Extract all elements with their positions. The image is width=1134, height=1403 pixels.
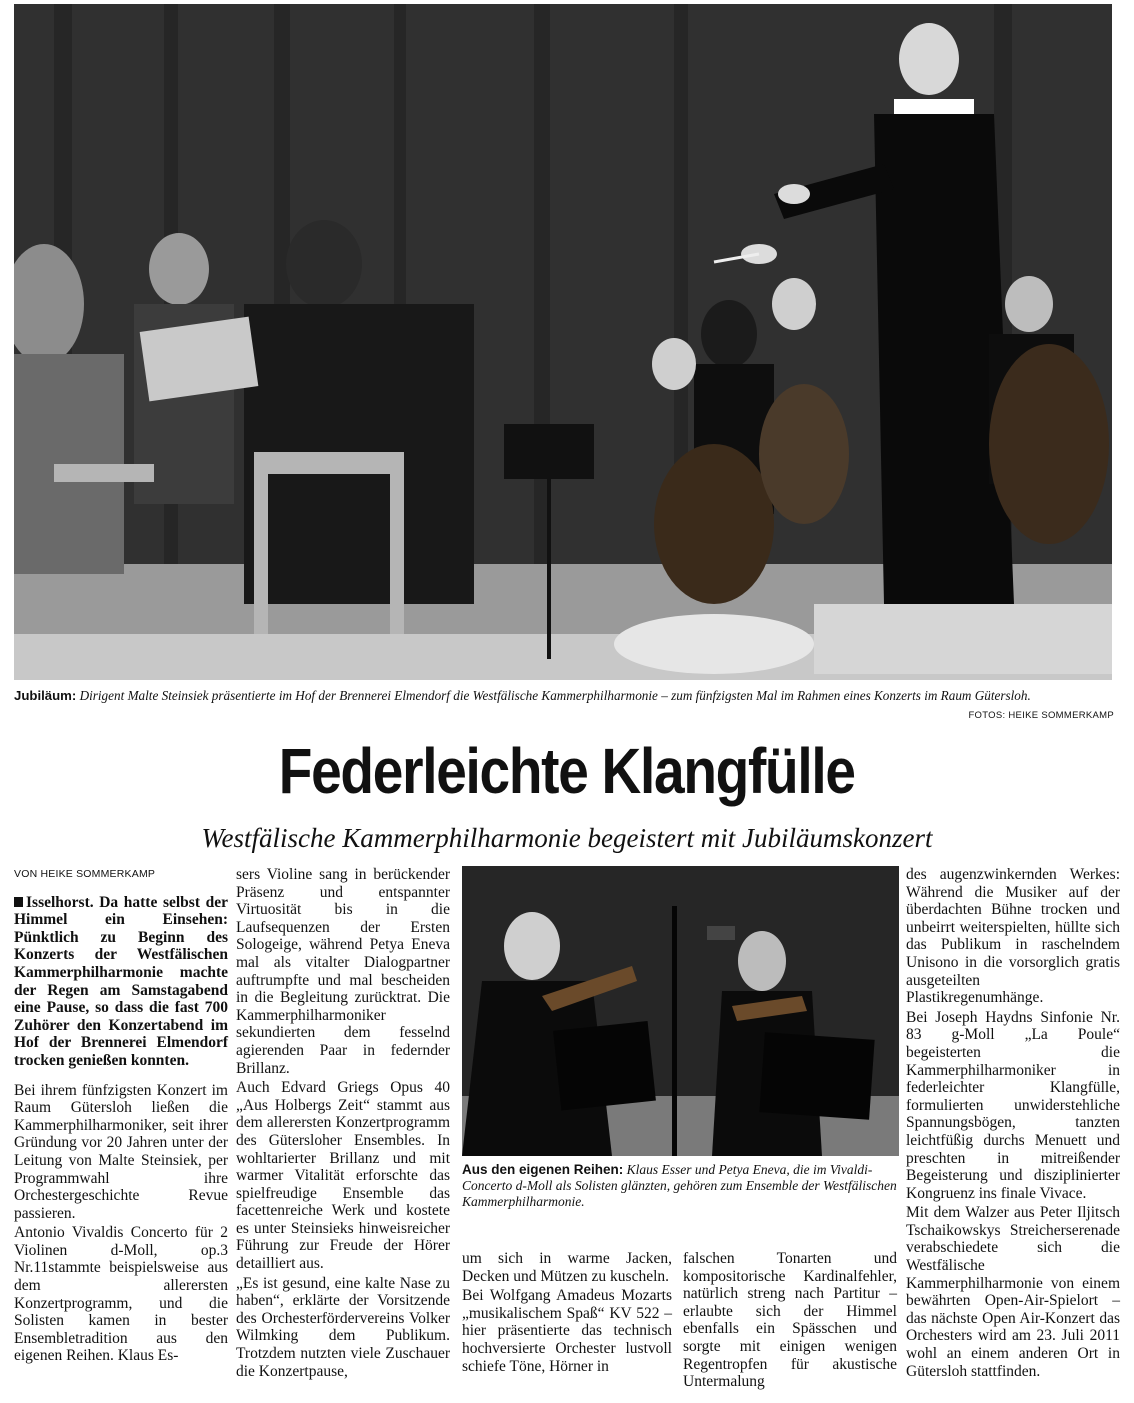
orchestra-photo-illustration <box>14 4 1112 680</box>
paragraph-marker-icon <box>14 897 23 907</box>
lead-paragraph <box>14 894 228 1070</box>
paragraph: Bei Joseph Haydns Sinfonie Nr. 83 g-Moll „La Poule“ begeisterten die Kammerphilharmoniker in federleichter Klangfülle, formulierten unwiderstehliche Spannungsbögen, tanzten leichtfüßig durchs Menuett und preschten in mitreißender Begeisterung und disziplinierter Kongruenz ins finale Vivace. <box>906 1008 1120 1202</box>
paragraph: falschen Tonarten und kompositorische Kardinalfehler, natürlich streng nach Partitur – erlaubte sich der Himmel ebenfalls ein Spässchen und sorgte mit einigen wenigen Regentropfen für akustische Untermalung <box>683 1250 897 1391</box>
main-photo <box>14 4 1112 680</box>
paragraph: „Es ist gesund, eine kalte Nase zu haben“, erklärte der Vorsitzende des Orchesterfördervereins Volker Wilmking dem Publikum. Trotzdem nutzten viele Zuschauer die Konzertpause, <box>236 1274 450 1380</box>
byline: VON HEIKE SOMMERKAMP <box>14 868 156 880</box>
headline: Federleichte Klangfülle <box>278 735 855 807</box>
subheadline: Westfälische Kammerphilharmonie begeistert mit Jubiläumskonzert <box>201 823 933 853</box>
article-column-2 <box>236 866 450 1392</box>
article-column-3 <box>462 1250 672 1387</box>
inset-caption-text: Klaus Esser und Petya Eneva, die im Vivaldi-Concerto d-Moll als Solisten glänzten, gehören zum Ensemble der Westfälischen Kammerphilharmonie. <box>462 1162 897 1209</box>
paragraph: Bei Wolfgang Amadeus Mozarts „musikalischem Spaß“ KV 522 – hier präsentierte das technisch hochversierte Orchester lustvoll schiefe Töne, Hörner in <box>462 1287 672 1375</box>
lead-text: Isselhorst. Da hatte selbst der Himmel ein Einsehen: Pünktlich zu Beginn des Konzerts der Westfälischen Kammerphilharmonie machte der Regen am Samstagabend eine Pause, so dass die fast 700 Zuhörer den Konzertabend im Hof der Brennerei Elmendorf trocken genießen konnten. <box>14 893 228 1069</box>
paragraph: um sich in warme Jacken, Decken und Mützen zu kuscheln. <box>462 1250 672 1285</box>
paragraph: Antonio Vivaldis Concerto für 2 Violinen d-Moll, op.3 Nr.11stammte beispielsweise aus dem allerersten Konzertprogramm, und die Solisten kamen in bester Ensembletradition aus den eigenen Reihen. Klaus Es- <box>14 1224 228 1365</box>
photo-caption-text: Dirigent Malte Steinsiek präsentierte im Hof der Brennerei Elmendorf die Westfälische Kammerphilharmonie – zum fünfzigsten Mal im Rahmen eines Konzerts im Raum Gütersloh. <box>76 688 1031 703</box>
paragraph: Bei ihrem fünfzigsten Konzert im Raum Gütersloh ließen die Kammerphilharmoniker, seit ihrer Gründung vor 20 Jahren unter der Leitung von Malte Steinsiek, per Programmwahl ihre Orchestergeschichte Revue passieren. <box>14 1081 228 1222</box>
soloists-photo-illustration <box>462 866 899 1156</box>
photo-credit: FOTOS: HEIKE SOMMERKAMP <box>968 710 1114 721</box>
photo-caption <box>14 688 1114 704</box>
paragraph: Mit dem Walzer aus Peter Iljitsch Tschaikowskys Streicherserenade verabschiedete sich die Westfälische Kammerphilharmonie von einem bewährten Open-Air-Spielort – das nächste Open Air-Konzert das Orchesters wird am 23. Juli 2011 wohl an einem anderen Ort in Gütersloh stattfinden. <box>906 1204 1120 1380</box>
article-column-4 <box>683 1250 897 1403</box>
photo-caption-kicker: Jubiläum: <box>14 688 77 703</box>
inset-caption-kicker: Aus den eigenen Reihen: <box>462 1162 624 1177</box>
inset-caption <box>462 1162 899 1210</box>
article-column-5 <box>906 866 1120 1392</box>
paragraph: des augenzwinkernden Werkes: Während die Musiker auf der überdachten Bühne trocken und unbeirrt weiterspielten, hüllte sich das Publikum in raschelndem Unisono in die vorsorglich gratis ausgeteilten Plastikregenumhänge. <box>906 866 1120 1007</box>
inset-photo <box>462 866 899 1156</box>
paragraph: sers Violine sang in berückender Präsenz und entspannter Virtuosität bis in die Laufsequenzen der Ersten Sologeige, während Petya Eneva mal als vitalter Dialogpartner auftrumpfte und mal bescheiden in die Begleitung zurücktrat. Die Kammerphilharmoniker sekundierten dem fesselnd agierenden Paar in federnder Brillanz. <box>236 866 450 1077</box>
paragraph: Auch Edvard Griegs Opus 40 „Aus Holbergs Zeit“ stammt aus dem allerersten Konzertprogramm des Gütersloher Ensembles. In wohltarierter Brillanz und mit warmer Vitalität erforschte das spielfreudige Ensemble das facettenreiche Werk und kostete es unter Steinsieks hinweisreicher Führung zur Freude der Hörer detailliert aus. <box>236 1079 450 1273</box>
article-column-1 <box>14 866 228 1377</box>
